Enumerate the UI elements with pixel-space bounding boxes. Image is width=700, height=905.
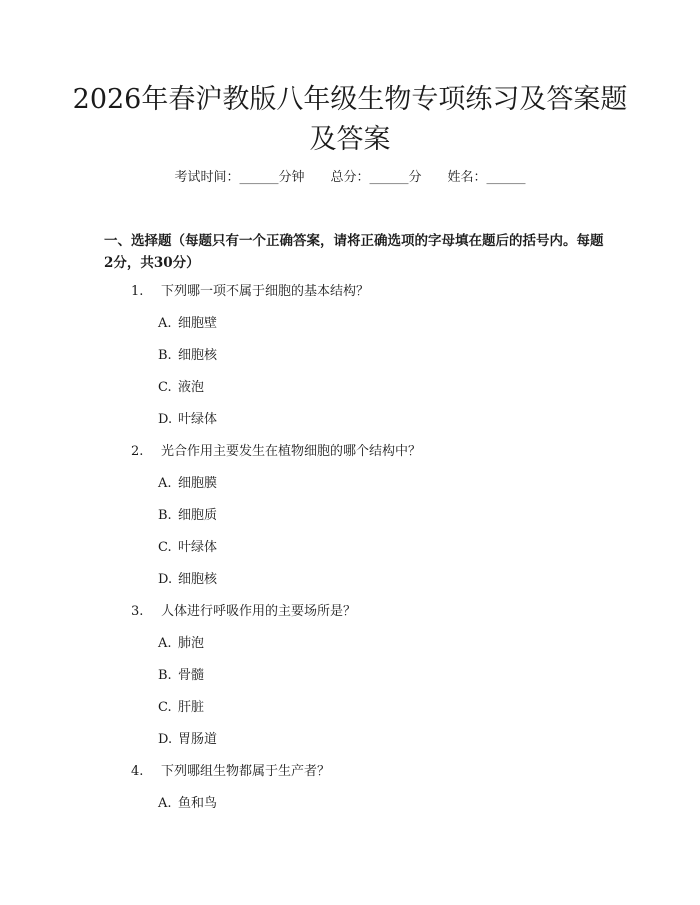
option-text: 细胞膜 [178,476,218,491]
option-text: 鱼和鸟 [178,796,218,811]
option-letter: A. [158,796,172,811]
question-1-option-d [158,410,217,430]
question-3-option-a [158,634,204,654]
question-number: 3. [131,604,144,619]
exam-time-unit: 分钟 [278,170,305,185]
question-1-option-a [158,314,217,334]
option-text: 胃肠道 [178,732,218,747]
question-text: 光合作用主要发生在植物细胞的哪个结构中？ [161,444,422,459]
exam-time-blank: ______ [239,170,279,185]
total-score-unit: 分 [408,170,422,185]
question-number: 1. [131,284,144,299]
exam-time-label: 考试时间： [174,170,240,185]
option-letter: B. [158,508,172,523]
question-3-option-b [158,666,204,686]
name-blank: ______ [486,170,526,185]
option-letter: D. [158,572,173,587]
question-3 [131,602,356,622]
option-letter: B. [158,348,172,363]
question-text: 下列哪一项不属于细胞的基本结构？ [161,284,370,299]
option-letter: C. [158,700,172,715]
question-text: 人体进行呼吸作用的主要场所是？ [161,604,357,619]
total-score-label: 总分： [330,170,370,185]
question-3-option-d [158,730,217,750]
question-3-option-c [158,698,204,718]
option-text: 细胞壁 [178,316,218,331]
question-4-option-a [158,794,217,814]
option-letter: D. [158,732,173,747]
question-2-option-d [158,570,217,590]
exam-meta-line [0,168,700,188]
option-text: 肝脏 [178,700,205,715]
question-text: 下列哪组生物都属于生产者？ [161,764,331,779]
option-letter: A. [158,476,172,491]
option-text: 叶绿体 [178,540,218,555]
question-4 [131,762,330,782]
question-1-option-b [158,346,217,366]
option-letter: A. [158,636,172,651]
question-number: 2. [131,444,144,459]
question-2-option-b [158,506,217,526]
document-title: 2026年春沪教版八年级生物专项练习及答案题及答案 [72,84,628,155]
total-score-blank: ______ [369,170,409,185]
question-1 [131,282,369,302]
option-text: 骨髓 [178,668,205,683]
option-text: 肺泡 [178,636,205,651]
question-2-option-a [158,474,217,494]
option-letter: C. [158,540,172,555]
question-2-option-c [158,538,217,558]
option-letter: D. [158,412,173,427]
option-text: 叶绿体 [178,412,218,427]
name-label: 姓名： [447,170,487,185]
option-text: 液泡 [178,380,205,395]
option-letter: C. [158,380,172,395]
question-number: 4. [131,764,144,779]
option-text: 细胞核 [178,348,218,363]
question-1-option-c [158,378,204,398]
question-2 [131,442,421,462]
option-letter: B. [158,668,172,683]
option-text: 细胞质 [178,508,218,523]
section-heading: 一、选择题（每题只有一个正确答案，请将正确选项的字母填在题后的括号内。每题2分，共30分） [104,233,604,271]
option-text: 细胞核 [178,572,218,587]
option-letter: A. [158,316,172,331]
